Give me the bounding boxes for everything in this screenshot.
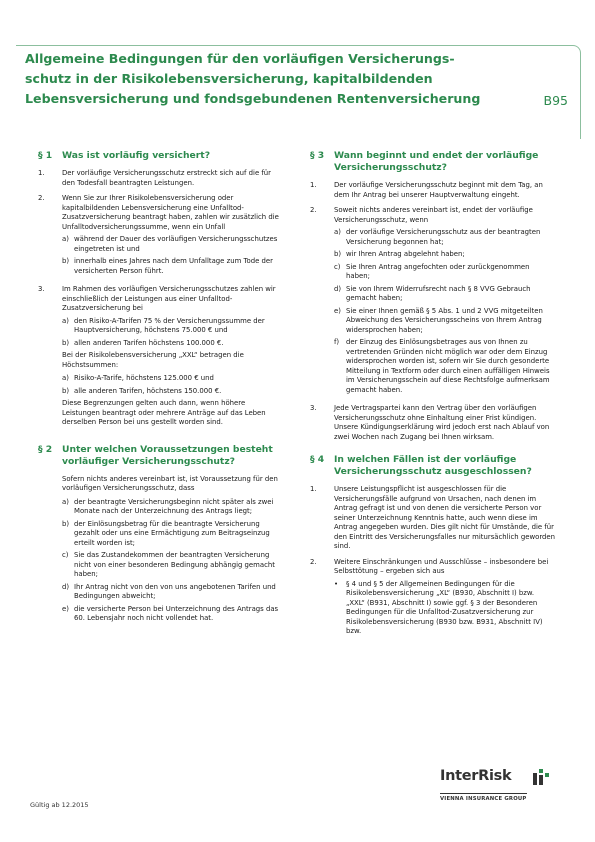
paragraph [310,558,555,640]
list-item [62,520,283,549]
bullet-item [334,580,555,637]
paragraph-number: 1. [310,485,317,493]
item-label: d) [62,582,70,591]
section-3-heading [310,150,555,174]
paragraph-text: Im Rahmen des vorläufigen Versicherungsschutzes zahlen wir einschließlich der Leistungen aus einer Unfalltod-Zusatzversicherung bei [62,285,276,312]
item-label: d) [334,284,342,293]
list-item [62,551,283,580]
paragraph [38,169,283,188]
list-item [62,498,283,517]
paragraph-text: Sofern nichts anderes vereinbart ist, ist Voraussetzung für den vorläufigen Versicherungsschutz, dass [62,474,278,492]
logo-mark-icon [533,769,549,785]
section-title: Wann beginnt und endet der vorläufige Versicherungsschutz? [334,150,539,173]
item-label: e) [334,306,341,315]
item-text: der beantragte Versicherungsbeginn nicht später als zwei Monate nach der Unterzeichnung des Antrags liegt; [74,497,274,515]
item-label: c) [62,551,69,559]
validity-note: Gültig ab 12.2015 [30,801,89,809]
right-column [310,150,555,646]
list-item [334,307,555,336]
list-item [62,374,283,384]
item-label: a) [62,497,69,506]
item-label: f) [334,338,340,346]
item-text: der Einlösungsbetrag für die beantragte Versicherung gezahlt oder uns eine Ermächtigung zum Beitragseinzug erteilt worden ist; [74,519,270,547]
item-text: Sie einer Ihnen gemäß § 5 Abs. 1 und 2 VVG mitgeteilten Abweichung des Versicherungsscheins von Ihrem Antrag widersprochen haben; [346,306,543,334]
item-text: den Risiko-A-Tarifen 75 % der Versicherungssumme der Hauptversicherung, höchstens 75.000 € und [74,316,265,334]
list-item [62,235,283,254]
title-line: Lebensversicherung und fondsgebundenen Rentenversicherung [25,91,481,106]
list-item [62,339,283,349]
item-text: während der Dauer des vorläufigen Versicherungsschutzes eingetreten ist und [74,235,278,253]
paragraph-number: 3. [38,285,45,293]
paragraph-number: 3. [310,404,317,412]
list-item [62,317,283,336]
paragraph-text: Jede Vertragspartei kann den Vertrag über den vorläufigen Versicherungsschutz ohne Einhaltung einer Frist kündigen. Unsere Kündigungserklärung wird jedoch erst nach Ablauf von zwei Wochen nach Zugang bei Ihnen wirksam. [334,404,550,441]
interrisk-logo [440,768,550,808]
list-item [62,605,283,624]
item-text: die versicherte Person bei Unterzeichnung des Antrags das 60. Lebensjahr noch nicht vollendet hat. [74,604,279,622]
item-label: a) [334,228,341,236]
paragraph-text: Der vorläufige Versicherungsschutz erstreckt sich auf die für den Todesfall beantragten Leistungen. [62,169,272,187]
paragraph-number: 2. [38,194,45,202]
logo-wordmark: InterRisk [440,768,512,784]
paragraph-number: 1. [38,169,45,177]
paragraph-number: 1. [310,181,317,189]
section-number: § 4 [310,454,325,465]
item-text: der vorläufige Versicherungsschutz aus der beantragten Versicherung begonnen hat; [346,228,541,246]
item-text: der Einzug des Einlösungsbetrages aus von Ihnen zu vertretenden Gründen nicht möglich war oder dem Einzug widersprochen worden ist, sofern wir Sie durch gesonderte Mitteilung in Textform oder durch einen auffälligen Hinweis im Versicherungsschein auf diese Rechtsfolge aufmerksam gemacht haben. [346,338,550,394]
list-item [334,263,555,282]
item-label: b) [62,338,70,347]
item-text: Sie von Ihrem Widerrufsrecht nach § 8 VVG Gebrauch gemacht haben; [346,284,531,302]
paragraph [38,194,283,279]
paragraph [310,206,555,398]
paragraph-number: 2. [310,557,317,566]
paragraph [310,485,555,552]
form-code: B95 [543,93,568,108]
item-text: Sie Ihren Antrag angefochten oder zurückgenommen haben; [346,262,530,280]
item-label: a) [62,235,69,243]
item-text: innerhalb eines Jahres nach dem Unfalltage zum Tode der versicherten Person führt. [74,257,273,275]
document-title [25,49,505,109]
item-label: c) [334,262,341,271]
section-2-heading [38,444,283,468]
title-line: schutz in der Risikolebensversicherung, kapitalbildenden [25,71,433,86]
section-title: Was ist vorläufig versichert? [62,150,211,161]
paragraph-text: Der vorläufige Versicherungsschutz beginnt mit dem Tag, an dem Ihr Antrag bei unserer Hauptverwaltung eingeht. [334,181,543,199]
paragraph-text: Unsere Leistungspflicht ist ausgeschlossen für die Versicherungsfälle aufgrund von Ursachen, nach denen im Antrag gefragt ist und von denen die versicherte Person vor seiner Unterzeichnung Kenntnis hatte, auch wenn diese im Antrag angegeben wurden. Dies gilt nicht für Umstände, die für den Eintritt des Versicherungsfalles nur mitursächlich geworden sind. [334,485,556,550]
item-label: b) [62,386,70,395]
section-title: In welchen Fällen ist der vorläufige Versicherungsschutz ausgeschlossen? [334,454,532,477]
list-item [334,250,555,260]
item-text: allen anderen Tarifen höchstens 100.000 €. [74,338,224,347]
paragraph-text: Soweit nichts anderes vereinbart ist, endet der vorläufige Versicherungsschutz, wenn [334,206,533,224]
item-label: a) [62,374,69,382]
item-text: Ihr Antrag nicht von den von uns angebotenen Tarifen und Bedingungen abweicht; [74,582,276,600]
list-item [334,285,555,304]
paragraph-text: Diese Begrenzungen gelten auch dann, wenn höhere Leistungen beantragt oder mehrere Anträge auf das Leben derselben Person bei uns gestellt worden sind. [62,399,266,426]
section-title: Unter welchen Voraussetzungen besteht vorläufiger Versicherungsschutz? [62,443,273,467]
section-number: § 3 [310,150,325,161]
left-column [38,150,283,627]
bullet-icon: • [334,579,339,588]
paragraph [310,404,555,442]
section-1-heading [38,150,283,162]
item-text: Risiko-A-Tarife, höchstens 125.000 € und [74,374,214,382]
item-label: b) [62,257,70,265]
list-item [62,387,283,397]
section-4-heading [310,454,555,478]
paragraph-text: Bei der Risikolebensversicherung „XXL“ betragen die Höchstsummen: [62,351,244,369]
list-item [334,338,555,395]
paragraph [38,285,283,432]
list-item [334,228,555,247]
item-label: b) [334,250,342,258]
title-line: Allgemeine Bedingungen für den vorläufigen Versicherungs- [25,51,455,66]
paragraph [310,181,555,200]
paragraph-text: Wenn Sie zur Ihrer Risikolebensversicherung oder kapitalbildenden Lebensversicherung eine Unfalltod-Zusatzversicherung beantragt haben, zahlen wir zusätzlich die Unfalltodversicherungssumme, wenn ein Unfall [62,194,279,231]
list-item [62,583,283,602]
item-label: e) [62,604,69,613]
paragraph-text: Weitere Einschränkungen und Ausschlüsse – insbesondere bei Selbsttötung – ergeben sich aus [334,557,549,575]
item-text: alle anderen Tarifen, höchstens 150.000 €. [74,386,222,395]
item-label: a) [62,316,69,325]
item-text: § 4 und § 5 der Allgemeinen Bedingungen für die Risikolebensversicherung „XL“ (B930, Abschnitt I) bzw. „XXL“ (B931, Abschnitt I) sowie ggf. § 3 der Besonderen Bedingungen für die Unfalltod-Zusatzversicherung zur Risikolebensversicherung (B930 bzw. B931, Abschnitt IV) bzw. [346,579,543,635]
list-item [62,257,283,276]
section-number: § 1 [38,150,53,161]
paragraph-number: 2. [310,206,317,214]
item-text: Sie das Zustandekommen der beantragten Versicherung nicht von einer besonderen Bedingung abhängig gemacht haben; [74,551,275,578]
section-number: § 2 [38,443,53,455]
item-text: wir Ihren Antrag abgelehnt haben; [346,250,465,258]
item-label: b) [62,519,70,528]
logo-group-text: VIENNA INSURANCE GROUP [440,793,527,802]
